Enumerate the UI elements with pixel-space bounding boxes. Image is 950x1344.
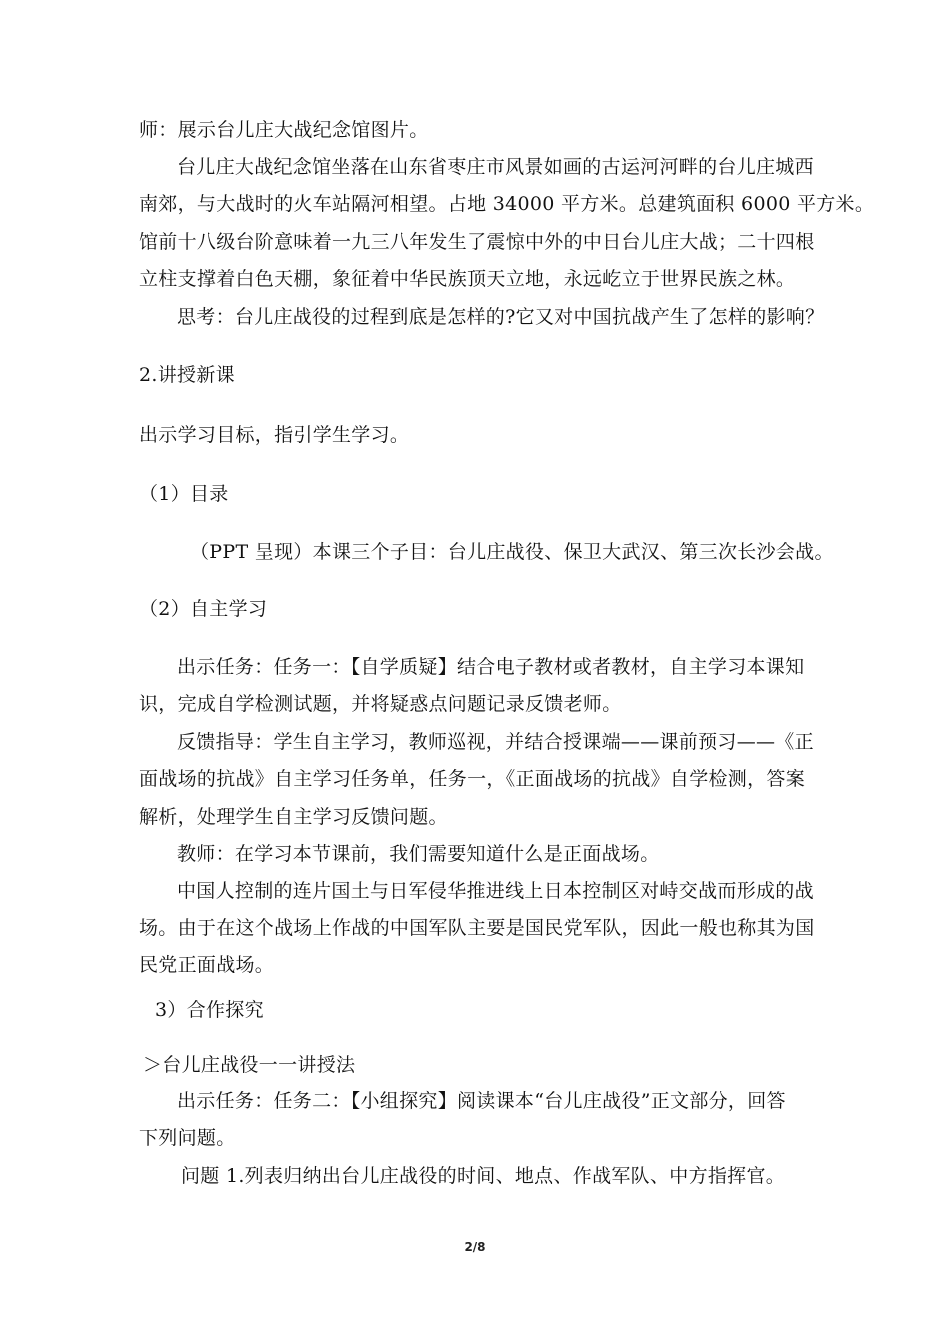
- text-line-1: 师：展示台儿庄大战纪念馆图片。: [139, 119, 429, 141]
- text-line-5: 立柱支撑着白色天棚，象征着中华民族顶天立地，永远屹立于世界民族之林。: [139, 268, 796, 290]
- text-line-13: 识，完成自学检测试题，并将疑惑点问题记录反馈老师。: [139, 693, 622, 715]
- text-line-6: 思考：台儿庄战役的过程到底是怎样的?它又对中国抗战产生了怎样的影响？: [177, 306, 825, 328]
- text-line-15: 面战场的抗战》自主学习任务单，任务一，《正面战场的抗战》自学检测，答案: [139, 768, 806, 790]
- text-line-16: 解析，处理学生自主学习反馈问题。: [139, 806, 448, 828]
- text-line-24: 下列问题。: [139, 1127, 236, 1149]
- text-line-4: 馆前十八级台阶意味着一九三八年发生了震惊中外的中日台儿庄大战；二十四根: [139, 231, 815, 253]
- text-line-19: 场。由于在这个战场上作战的中国军队主要是国民党军队，因此一般也称其为国: [139, 917, 815, 939]
- subheading-self-study: （2）自主学习: [139, 598, 268, 620]
- subheading-cooperative-inquiry: 3）合作探究: [155, 999, 264, 1021]
- page-number: 2/8: [464, 1240, 486, 1254]
- text-line-3: 南郊，与大战时的火车站隔河相望。占地 34000 平方米。总建筑面积 6000 平方米。: [139, 193, 875, 215]
- section-heading-teach: 2.讲授新课: [139, 364, 235, 386]
- text-line-18: 中国人控制的连片国土与日军侵华推进线上日本控制区对峙交战而形成的战: [177, 880, 814, 902]
- text-line-20: 民党正面战场。: [139, 954, 275, 976]
- text-line-12: 出示任务：任务一：【自学质疑】结合电子教材或者教材，自主学习本课知: [177, 656, 805, 678]
- text-line-8: 出示学习目标，指引学生学习。: [139, 424, 410, 446]
- text-line-2: 台儿庄大战纪念馆坐落在山东省枣庄市风景如画的古运河河畔的台儿庄城西: [177, 156, 814, 178]
- text-line-14: 反馈指导：学生自主学习，教师巡视，并结合授课端——课前预习——《正: [177, 731, 814, 753]
- text-line-25: 问题 1.列表归纳出台儿庄战役的时间、地点、作战军队、中方指挥官。: [181, 1165, 786, 1187]
- subheading-contents: （1）目录: [139, 483, 229, 505]
- text-line-23: 出示任务：任务二：【小组探究】阅读课本“台儿庄战役”正文部分，回答: [177, 1090, 786, 1112]
- text-line-10: （PPT 呈现）本课三个子目：台儿庄战役、保卫大武汉、第三次长沙会战。: [190, 541, 834, 563]
- text-line-17: 教师：在学习本节课前，我们需要知道什么是正面战场。: [177, 843, 660, 865]
- subheading-taierzhuang: ＞台儿庄战役一一讲授法: [143, 1054, 356, 1076]
